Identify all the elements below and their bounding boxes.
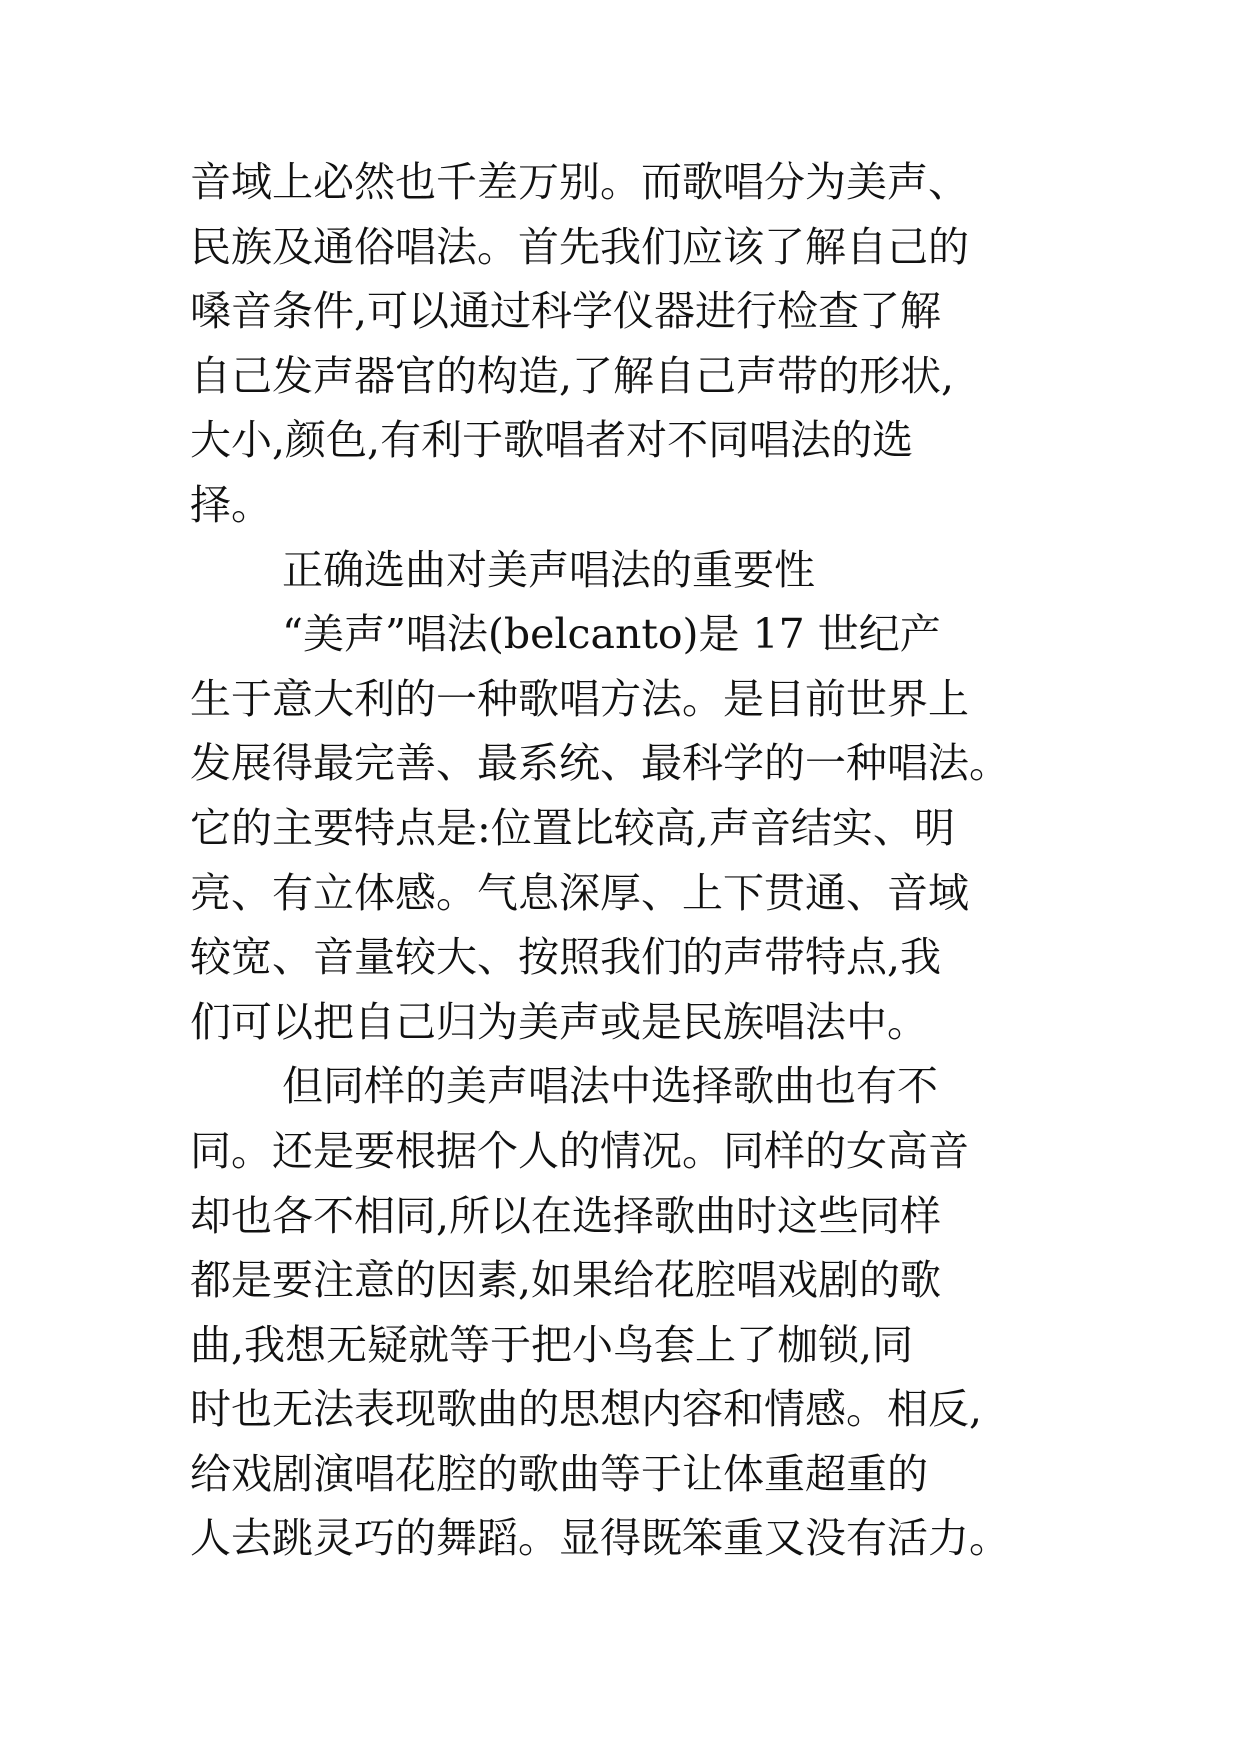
text-line: “美声”唱法(belcanto)是 17 世纪产 xyxy=(282,610,941,659)
text-line: 大小,颜色,有利于歌唱者对不同唱法的选 xyxy=(190,416,914,465)
text-line: 给戏剧演唱花腔的歌曲等于让体重超重的 xyxy=(190,1449,928,1498)
text-line: 它的主要特点是:位置比较高,声音结实、明 xyxy=(190,803,955,852)
section-heading: 正确选曲对美声唱法的重要性 xyxy=(282,545,815,594)
text-line: 同。还是要根据个人的情况。同样的女高音 xyxy=(190,1126,969,1175)
text-line: 们可以把自己归为美声或是民族唱法中。 xyxy=(190,997,928,1046)
text-line: 音域上必然也千差万别。而歌唱分为美声、 xyxy=(190,158,969,206)
text-line: 民族及通俗唱法。首先我们应该了解自己的 xyxy=(190,222,969,271)
text-line: 曲,我想无疑就等于把小鸟套上了枷锁,同 xyxy=(190,1320,914,1369)
text-line: 嗓音条件,可以通过科学仪器进行检查了解 xyxy=(190,287,942,336)
text-line: 生于意大利的一种歌唱方法。是目前世界上 xyxy=(190,674,969,723)
text-line: 择。 xyxy=(190,480,272,529)
text-line: 时也无法表现歌曲的思想内容和情感。相反, xyxy=(190,1385,983,1434)
text-line: 都是要注意的因素,如果给花腔唱戏剧的歌 xyxy=(190,1256,942,1305)
text-line: 发展得最完善、最系统、最科学的一种唱法。 xyxy=(190,739,1010,788)
text-line: 但同样的美声唱法中选择歌曲也有不 xyxy=(282,1062,938,1111)
text-line: 人去跳灵巧的舞蹈。显得既笨重又没有活力。 xyxy=(190,1514,1010,1563)
text-line: 亮、有立体感。气息深厚、上下贯通、音域 xyxy=(190,868,969,917)
text-line: 自己发声器官的构造,了解自己声带的形状, xyxy=(190,351,955,400)
body-text xyxy=(190,150,1070,1571)
text-line: 较宽、音量较大、按照我们的声带特点,我 xyxy=(190,933,942,982)
text-line: 却也各不相同,所以在选择歌曲时这些同样 xyxy=(190,1191,942,1240)
